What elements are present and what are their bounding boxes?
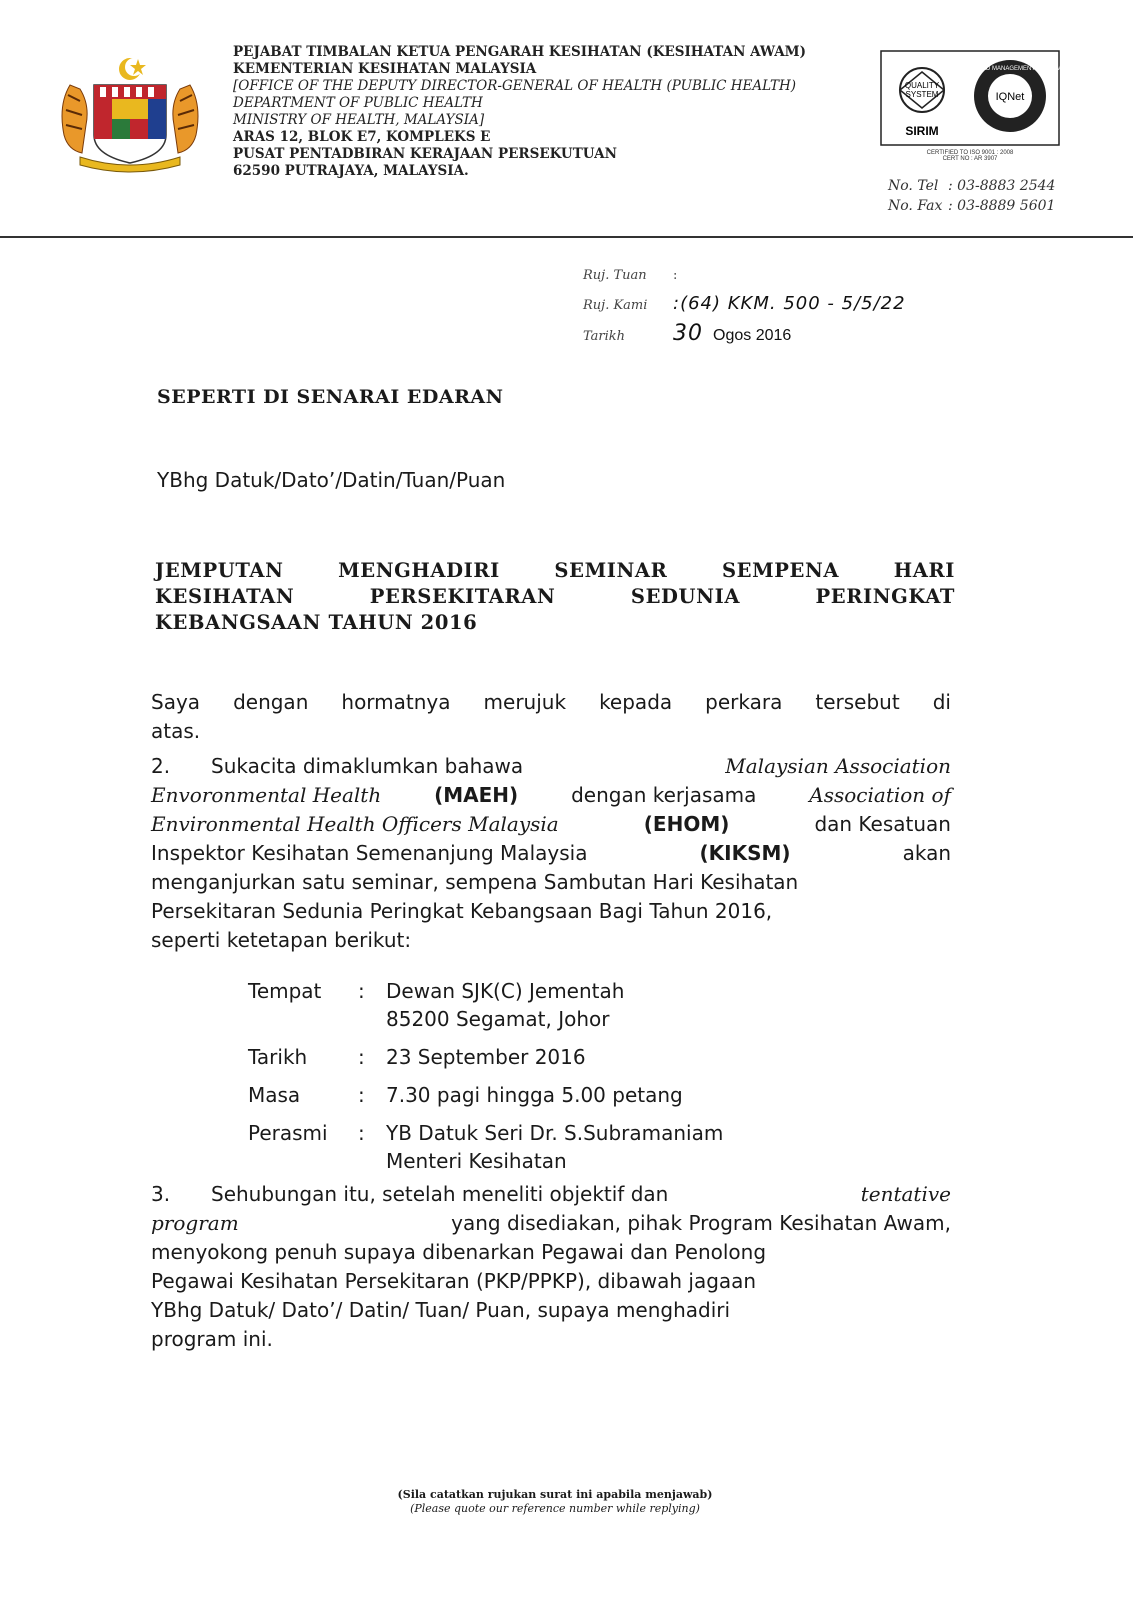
letterhead-ministry-en: MINISTRY OF HEALTH, MALAYSIA] <box>233 112 485 128</box>
paragraph-3-number: 3. <box>151 1182 171 1206</box>
letterhead-ministry: KEMENTERIAN KESIHATAN MALAYSIA <box>233 61 537 77</box>
letterhead <box>233 44 853 180</box>
tarikh-month-year: Ogos 2016 <box>713 327 792 344</box>
reference-block <box>583 262 906 351</box>
detail-row-perasmi: Perasmi : YB Datuk Seri Dr. S.Subramaniam Menteri Kesihatan <box>248 1121 724 1173</box>
quality-badge-top: QUALITY <box>904 81 940 90</box>
subject-line-1: JEMPUTAN MENGHADIRI SEMINAR SEMPENA HARI <box>155 559 955 582</box>
event-details <box>248 977 723 1185</box>
letterhead-address-2: PUSAT PENTADBIRAN KERAJAAN PERSEKUTUAN <box>233 146 617 162</box>
iqnet-ring-text: CERTIFIED MANAGEMENT SYSTEM <box>958 66 1060 72</box>
tarikh-day: 30 <box>673 321 703 346</box>
letterhead-office: PEJABAT TIMBALAN KETUA PENGARAH KESIHATAN (KESIHATAN AWAM) <box>233 44 807 60</box>
subject-line-3: KEBANGSAAN TAHUN 2016 <box>155 611 478 634</box>
fax-value: : 03-8889 5601 <box>948 198 1056 214</box>
fax-label: No. Fax <box>888 198 943 214</box>
salutation: YBhg Datuk/Dato’/Datin/Tuan/Puan <box>157 468 506 492</box>
quality-badge-bottom: SYSTEM <box>905 90 939 99</box>
iqnet-label: IQNet <box>995 91 1025 103</box>
contact-block <box>888 176 1055 216</box>
recipients-heading: SEPERTI DI SENARAI EDARAN <box>157 386 504 408</box>
detail-row-tarikh: Tarikh : 23 September 2016 <box>248 1045 586 1069</box>
letterhead-address-3: 62590 PUTRAJAYA, MALAYSIA. <box>233 163 469 179</box>
certification-logos <box>880 50 1060 146</box>
header-divider <box>0 236 1133 238</box>
coat-of-arms-logo <box>50 55 210 175</box>
sirim-label: SIRIM <box>905 124 939 138</box>
detail-row-tempat: Tempat : Dewan SJK(C) Jementah 85200 Segamat, Johor <box>248 979 625 1031</box>
ruj-tuan-label: Ruj. Tuan <box>583 268 647 283</box>
paragraph-1: Saya dengan hormatnya merujuk kepada perkara tersebut di atas. <box>151 690 951 743</box>
footer-line-2: (Please quote our reference number while replying) <box>410 1502 700 1515</box>
paragraph-2-number: 2. <box>151 754 171 778</box>
paragraph-3: 3. Sehubungan itu, setelah meneliti objektif dan tentative program yang disediakan, pihak Program Kesihatan Awam, menyokong penuh supaya dibenarkan Pegawai dan Penolong Pegawai Kesihatan Persekitaran (PKP/PPKP), dibawah jagaan YBhg Datuk/ Dato’/ Datin/ Tuan/ Puan, supaya menghadiri program ini. <box>151 1182 951 1351</box>
tarikh-label: Tarikh <box>583 329 626 344</box>
tel-label: No. Tel <box>888 178 939 194</box>
detail-row-masa: Masa : 7.30 pagi hingga 5.00 petang <box>248 1083 683 1107</box>
footer-line-1: (Sila catatkan rujukan surat ini apabila menjawab) <box>397 1488 713 1501</box>
subject-heading <box>155 558 955 636</box>
letterhead-department-en: DEPARTMENT OF PUBLIC HEALTH <box>233 95 483 111</box>
letterhead-office-en: [OFFICE OF THE DEPUTY DIRECTOR-GENERAL OF HEALTH (PUBLIC HEALTH) <box>233 78 797 94</box>
ruj-kami-label: Ruj. Kami <box>583 298 648 313</box>
certification-note: CERTIFIED TO ISO 9001 : 2008 CERT NO : AR 3907 <box>926 150 1014 162</box>
paragraph-2: 2. Sukacita dimaklumkan bahawa Malaysian Association Envoronmental Health (MAEH) dengan kerjasama Association of Environmental Health Officers Malaysia (EHOM) dan Kesatuan Inspektor Kesihatan Semenanjung Malaysia (KIKSM) akan menganjurkan satu seminar, sempena Sambutan Hari Kesihatan Persekitaran Sedunia Peringkat Kebangsaan Bagi Tahun 2016, seperti ketetapan berikut: <box>151 754 951 952</box>
tel-value: : 03-8883 2544 <box>948 178 1056 194</box>
subject-line-2: KESIHATAN PERSEKITARAN SEDUNIA PERINGKAT <box>155 585 955 608</box>
ruj-tuan-value: : <box>673 268 678 283</box>
letterhead-address-1: ARAS 12, BLOK E7, KOMPLEKS E <box>233 129 491 145</box>
footer-note <box>0 1488 1110 1516</box>
ruj-kami-value: :(64) KKM. 500 - 5/5/22 <box>673 293 906 314</box>
